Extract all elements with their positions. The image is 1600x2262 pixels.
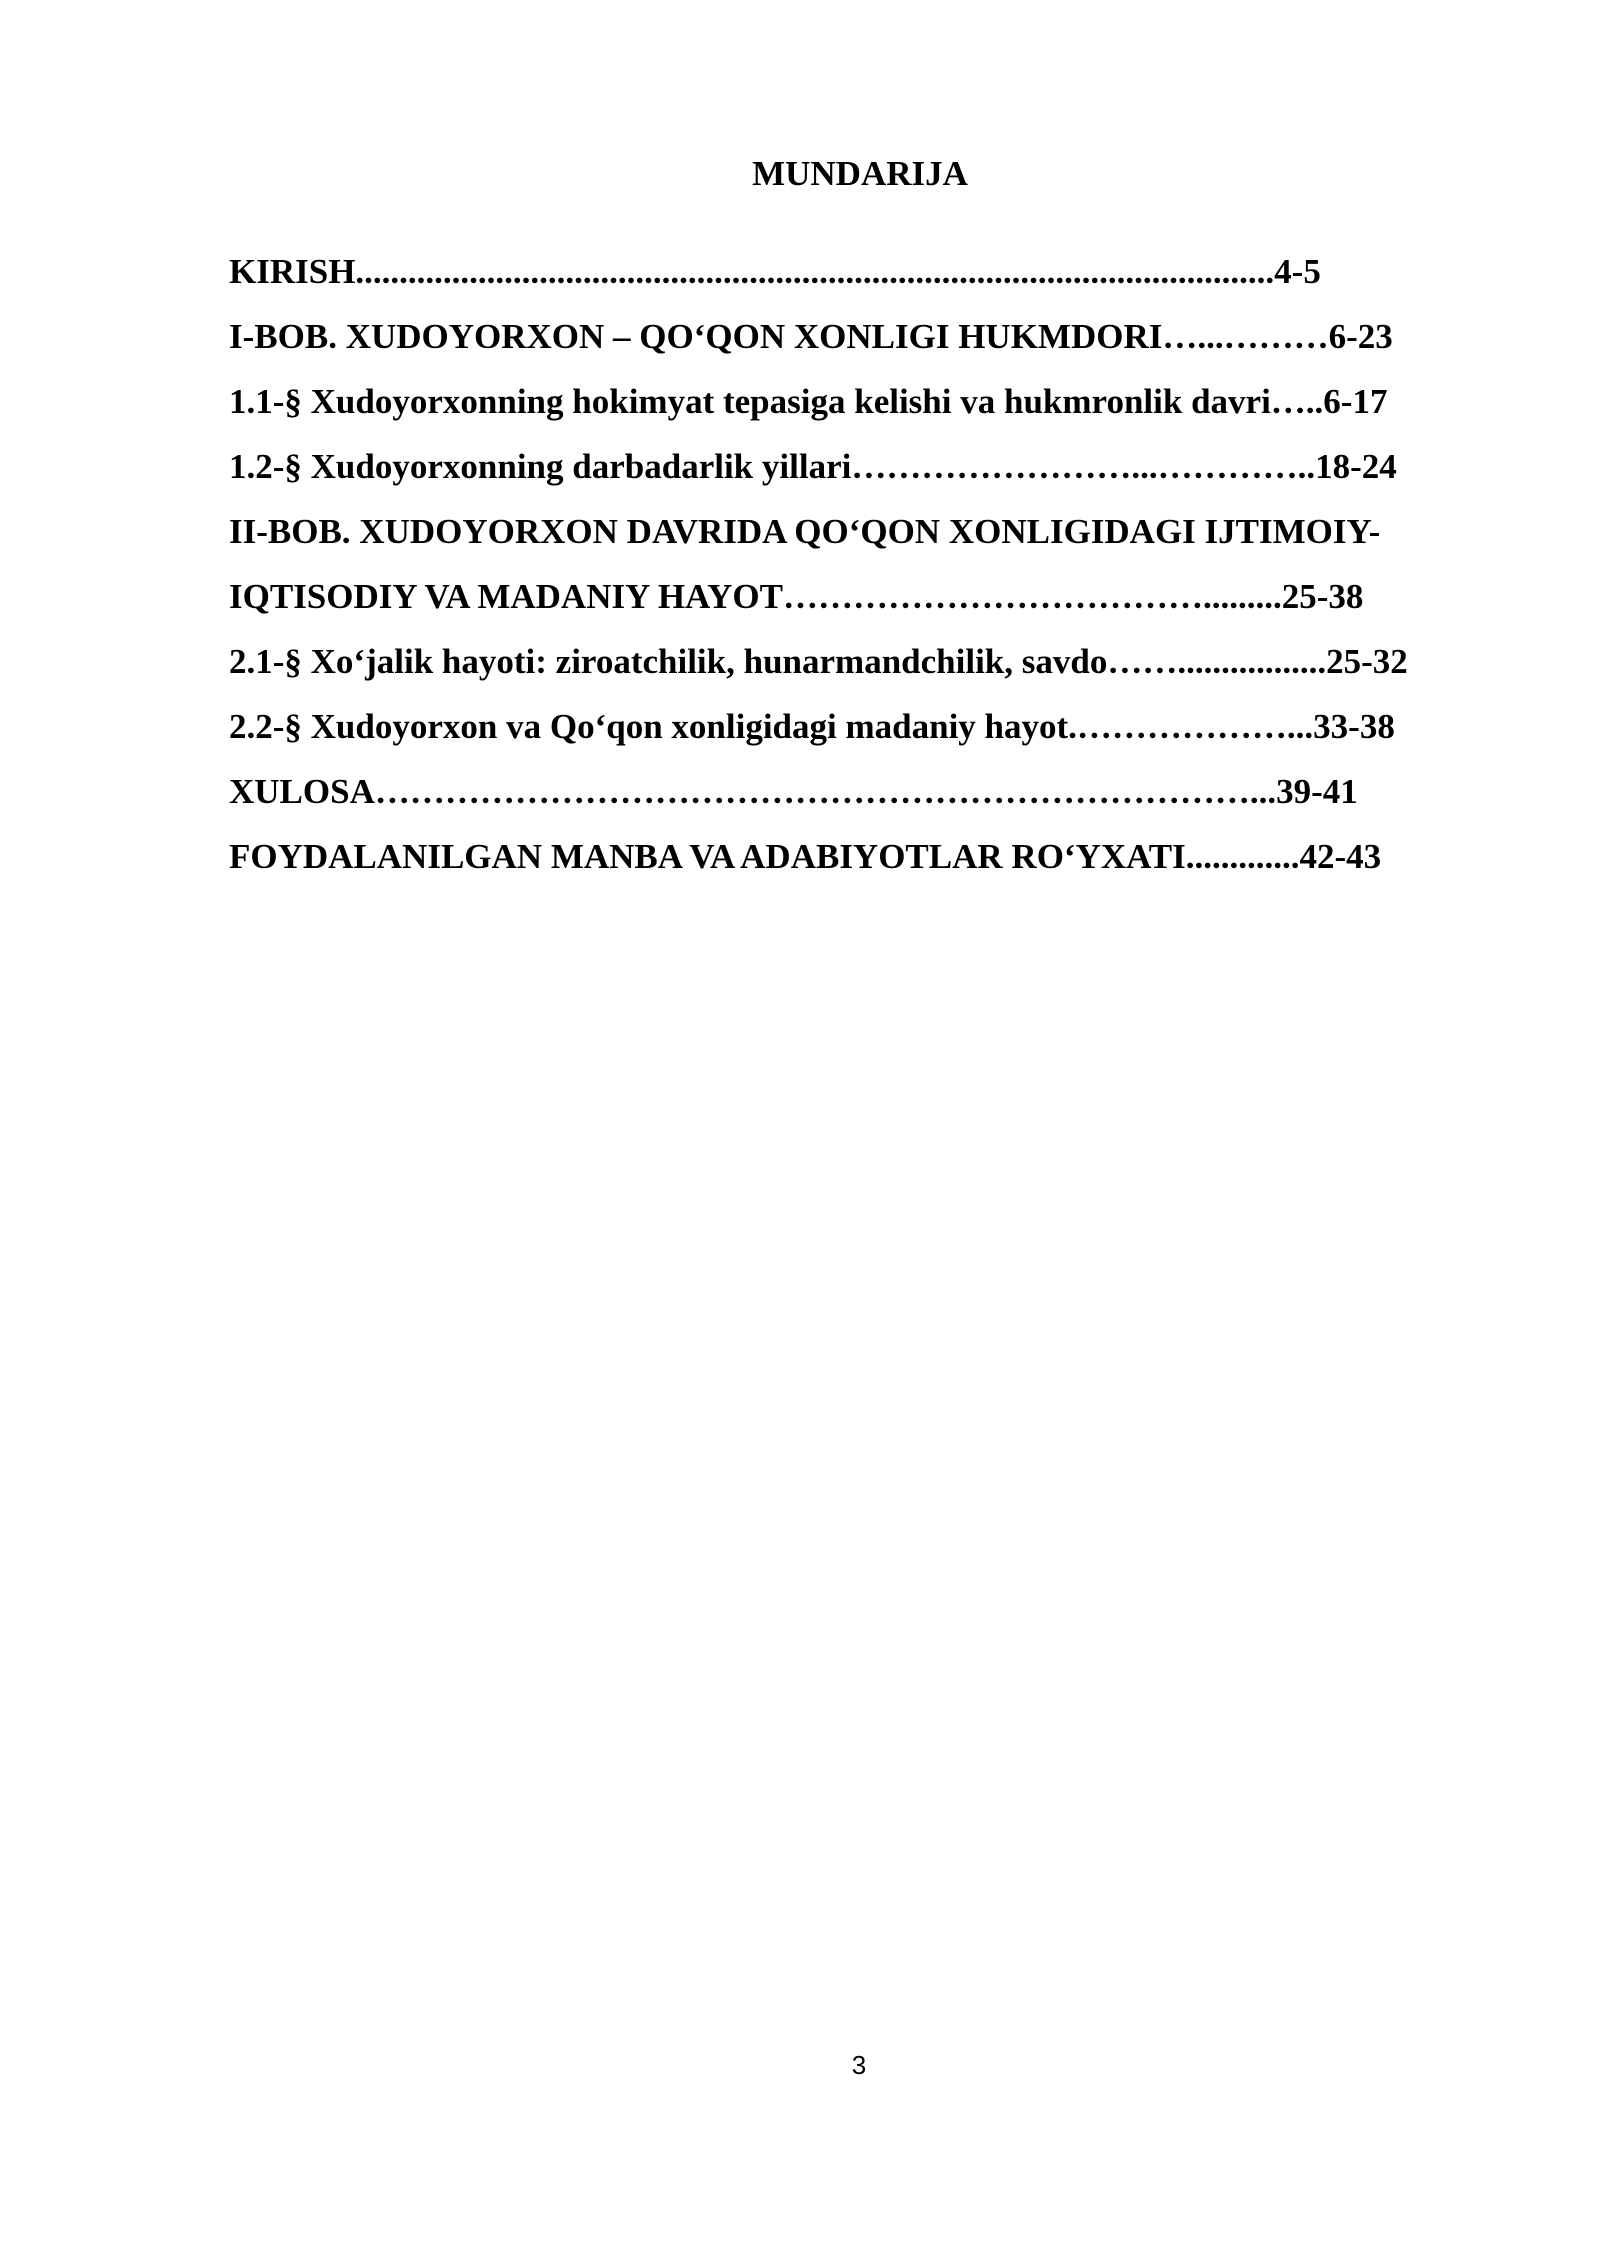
toc-entry-section-1-2 [229,445,1489,510]
toc-entry-text: 2.2-§ Xudoyorxon va Qo‘qon xonligidagi madaniy hayot.………………...33-38 [229,707,1395,746]
toc-entry-chapter-1 [229,315,1489,380]
toc-entry-text: KIRISH.........................................................................................................4-5 [229,252,1321,291]
toc-entry-bibliography [229,835,1489,900]
page-number: 3 [851,2050,867,2080]
toc-entry-section-1-1 [229,380,1489,445]
toc-entry-text: FOYDALANILGAN MANBA VA ADABIYOTLAR RO‘YXATI.............42-43 [229,837,1382,876]
toc-entry-text: 1.1-§ Xudoyorxonning hokimyat tepasiga kelishi va hukmronlik davri…..6-17 [229,382,1388,421]
toc-entry-section-2-1 [229,640,1489,705]
toc-entry-text: 1.2-§ Xudoyorxonning darbadarlik yillari……………………...…………..18-24 [229,447,1397,486]
toc-entry-chapter-2-line-2 [229,575,1489,640]
toc-entry-text: 2.1-§ Xo‘jalik hayoti: ziroatchilik, hunarmandchilik, savdo…….................25-32 [229,642,1408,681]
toc-entry-kirish [229,250,1489,315]
toc-entry-chapter-2-line-1 [229,510,1489,575]
table-of-contents [229,250,1489,900]
toc-entry-text: IQTISODIY VA MADANIY HAYOT……………………………….........25-38 [229,577,1364,616]
toc-entry-text: I-BOB. XUDOYORXON – QO‘QON XONLIGI HUKMDORI…...………6-23 [229,317,1393,356]
toc-entry-section-2-2 [229,705,1489,770]
toc-entry-xulosa [229,770,1489,835]
toc-entry-text: XULOSA…………………………………………………………………...39-41 [229,772,1358,811]
toc-entry-text: II-BOB. XUDOYORXON DAVRIDA QO‘QON XONLIGIDAGI IJTIMOIY- [229,512,1381,551]
toc-title: MUNDARIJA [752,154,968,193]
